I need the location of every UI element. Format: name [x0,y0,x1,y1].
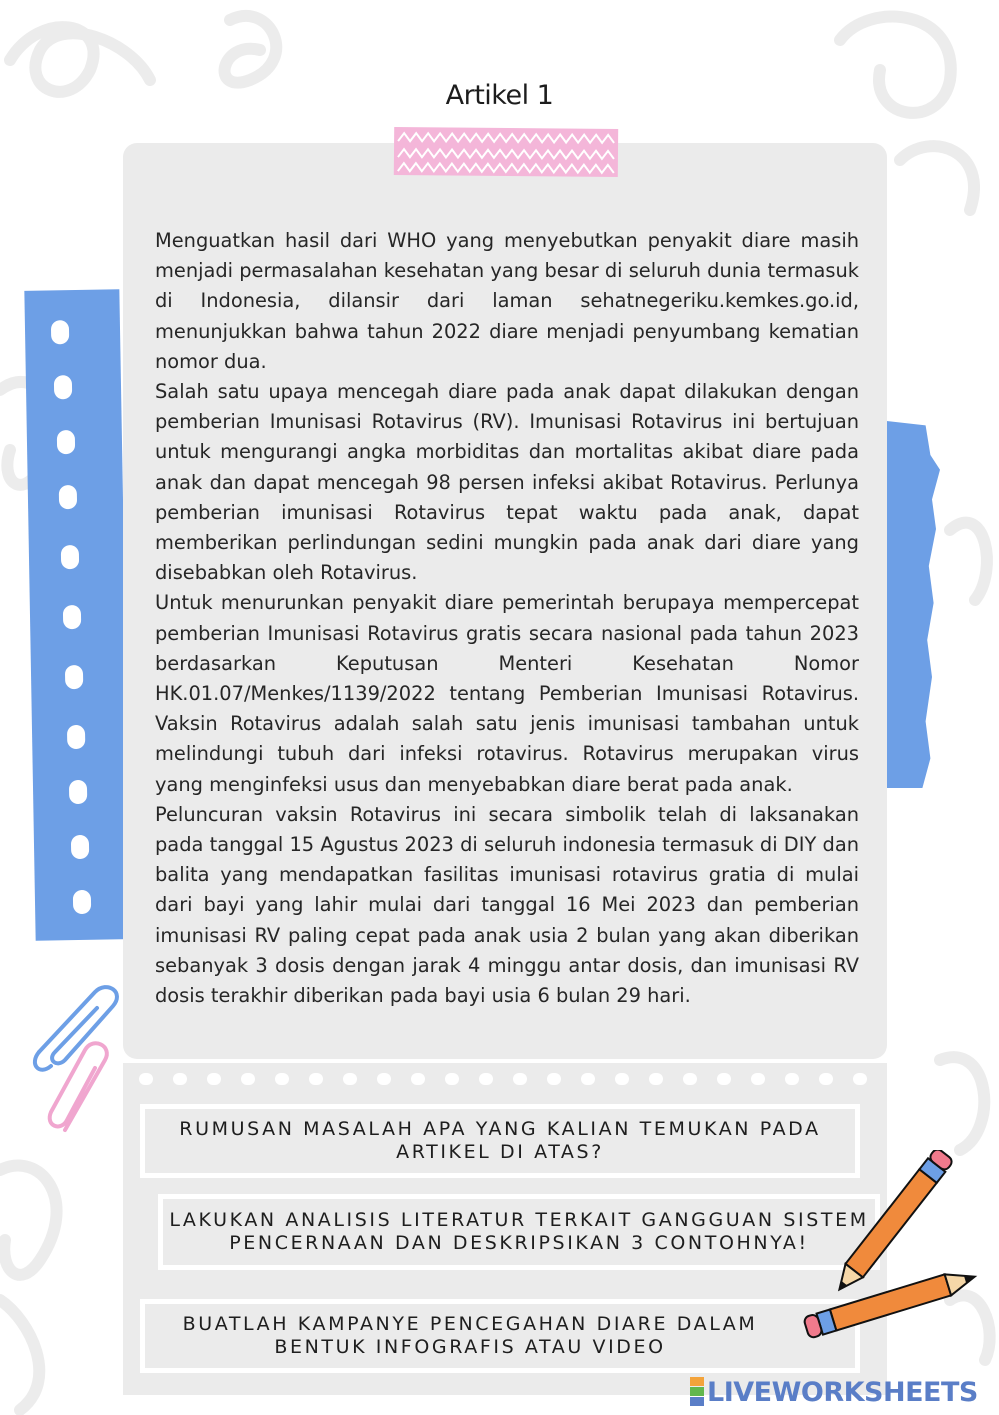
tape-zigzag-pattern [394,127,618,177]
notebook-strip [24,289,130,941]
article-body [155,226,859,1011]
task-box-3: BUATLAH KAMPANYE PENCEGAHAN DIARE DALAM BENTUK INFOGRAFIS ATAU VIDEO [140,1299,860,1373]
liveworksheets-logo [690,1376,978,1408]
washi-tape [394,127,618,177]
article-paragraph: Salah satu upaya mencegah diare pada anak dapat dilakukan dengan pemberian Imunisasi Rotavirus (RV). Imunisasi Rotavirus ini bertujuan untuk mengurangi angka morbiditas dan mortalitas akibat diare pada anak dan dapat mencegah 98 persen infeksi akibat Rotavirus. Perlunya pemberian imunisasi Rotavirus tepat waktu pada anak, dapat memberikan perlindungan sedini mungkin pada anak dari diare yang disebabkan oleh Rotavirus. [155,380,859,585]
article-paragraph: Untuk menurunkan penyakit diare pemerintah berupaya mempercepat pemberian Imunisasi Rotavirus gratis secara nasional pada tahun 2023 berdasarkan Keputusan Menteri Kesehatan Nomor HK.01.07/Menkes/1139/2022 tentang Pemberian Imunisasi Rotavirus. Vaksin Rotavirus adalah salah satu jenis imunisasi tambahan untuk melindungi tubuh dari infeksi rotavirus. Rotavirus merupakan virus yang menginfeksi usus dan menyebabkan diare berat pada anak. [155,591,859,796]
article-paragraph: Menguatkan hasil dari WHO yang menyebutkan penyakit diare masih menjadi permasalahan kesehatan yang besar di seluruh dunia termasuk di Indonesia, dilansir dari laman sehatnegeriku.kemkes.go.id, menunjukkan bahwa tahun 2022 diare menjadi penyumbang kematian nomor dua. [155,229,860,373]
logo-mark-icon [690,1377,704,1407]
page-title: Artikel 1 [445,80,554,111]
article-paragraph: Peluncuran vaksin Rotavirus ini secara simbolik telah di laksanakan pada tanggal 15 Agustus 2023 di seluruh indonesia termasuk di DIY dan balita yang mendapatkan fasilitas imunisasi rotavirus gratia di mulai dari bayi yang lahir mulai dari tanggal 16 Mei 2023 dan pemberian imunisasi RV paling cepat pada anak usia 2 bulan yang akan diberikan sebanyak 3 dosis dengan jarak 4 minggu antar dosis, dan imunisasi RV dosis terakhir diberikan pada bayi usia 6 bulan 29 hari. [155,802,859,1008]
paperclip-icon [25,980,125,1150]
pencil-icon [800,1150,990,1350]
perforation-dots [123,1073,887,1087]
logo-text: LIVEWORKSHEETS [707,1376,978,1408]
task-box-2: LAKUKAN ANALISIS LITERATUR TERKAIT GANGGUAN SISTEM PENCERNAAN DAN DESKRIPSIKAN 3 CONTOHNYA! [158,1194,880,1270]
task-box-1: RUMUSAN MASALAH APA YANG KALIAN TEMUKAN PADA ARTIKEL DI ATAS? [140,1104,860,1178]
